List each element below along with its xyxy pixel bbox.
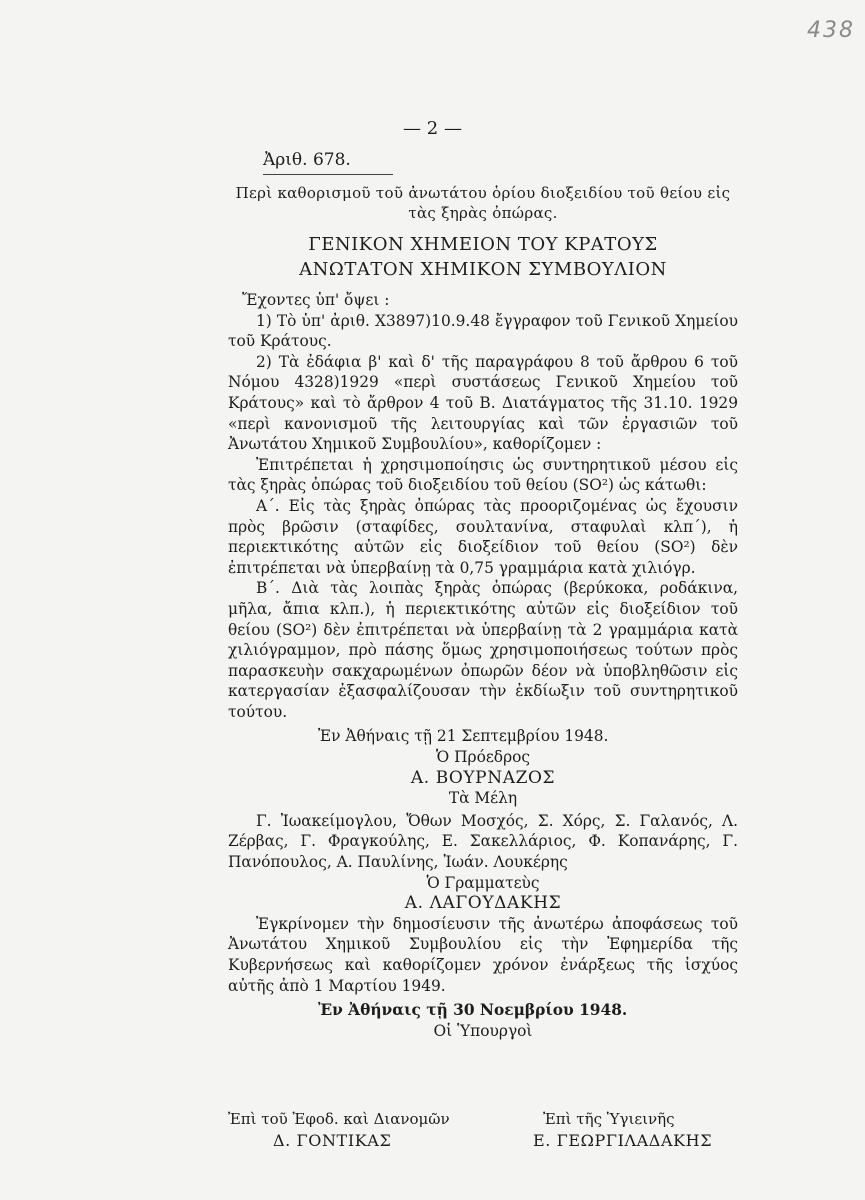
signature-left-title: Ἐπὶ τοῦ Ἐφοδ. καὶ Διανομῶν	[228, 1110, 450, 1128]
document-heading	[228, 232, 738, 282]
members-list: Γ. Ἰωακείμογλου, Ὄθων Μοσχός, Σ. Χόρς, Σ. Γαλανός, Λ. Ζέρβας, Γ. Φραγκούλης, Ε. Σακελλάριος, Φ. Κοπανάρης, Γ. Πανόπουλος, Α. Παυλίνης, Ἰωάν. Λουκέρης	[228, 811, 738, 872]
handwritten-page-number: 438	[807, 18, 855, 43]
considering-item-1: 1) Τὸ ὑπ' ἀριθ. Χ3897)10.9.48 ἔγγραφον τοῦ Γενικοῦ Χημείου τοῦ Κράτους.	[228, 311, 738, 351]
decision-date: Ἐν Ἀθήναις τῇ 21 Σεπτεμβρίου 1948.	[318, 727, 609, 746]
signature-left	[228, 1108, 450, 1152]
decision-number	[263, 150, 393, 175]
president-name: Α. ΒΟΥΡΝΑΖΟΣ	[410, 767, 556, 788]
members-title: Τὰ Μέλη	[448, 789, 518, 808]
permission-paragraph: Ἐπιτρέπεται ἡ χρησιμοποίησις ὡς συντηρητικοῦ μέσου εἰς τὰς ξηρὰς ὀπώρας τοῦ διοξειδίου τοῦ θείου (SO²) ὡς κάτωθι:	[228, 455, 738, 495]
decision-number-text: Ἀριθ. 678.	[263, 150, 351, 170]
intro-line: Ἔχοντες ὑπ' ὄψει :	[242, 291, 390, 309]
signature-left-name: Δ. ΓΟΝΤΙΚΑΣ	[273, 1131, 392, 1150]
approval-date: Ἐν Ἀθήναις τῇ 30 Νοεμβρίου 1948.	[318, 1001, 628, 1020]
clause-b: Β΄. Διὰ τὰς λοιπὰς ξηρὰς ὀπώρας (βερύκοκα, ροδάκινα, μῆλα, ἄπια κλπ.), ἡ περιεκτικότης αὐτῶν εἰς διοξείδιον τοῦ θείου (SO²) δὲν ἐπιτρέπεται νὰ ὑπερβαίνῃ τὰ 2 γραμμάρια κατὰ χιλιόγραμμον, πρὸ πάσης ὅμως χρησιμοποιήσεως τούτων πρὸς παρασκευὴν σακχαρωμένων ὀπωρῶν δέον νὰ ὑποβληθῶσιν εἰς κατεργασίαν ἐξασφαλίζουσαν τὴν ἐκδίωξιν τοῦ συντηρητικοῦ τούτου.	[228, 579, 738, 721]
signature-right	[533, 1108, 712, 1152]
heading-line-2: ΑΝΩΤΑΤΟΝ ΧΗΜΙΚΟΝ ΣΥΜΒΟΥΛΙΟΝ	[299, 259, 667, 280]
page-number: — 2 —	[403, 118, 462, 139]
underline-rule	[263, 174, 393, 175]
secretary-title: Ὁ Γραμματεὺς	[426, 873, 540, 892]
president-title: Ὁ Πρόεδρος	[435, 748, 531, 767]
document-body	[228, 290, 738, 1041]
clause-a: Α΄. Εἰς τὰς ξηρὰς ὀπώρας τὰς προοριζομένας ὡς ἔχουσιν πρὸς βρῶσιν (σταφίδες, σουλτανίνα, σταφυλαὶ κλπ΄), ἡ περιεκτικότης αὐτῶν εἰς διοξείδιον τοῦ θείου (SO²) δὲν ἐπιτρέπεται νὰ ὑπερβαίνῃ τὰ 0,75 γραμμάρια κατὰ χιλιόγρ.	[228, 496, 738, 577]
approval-paragraph: Ἐγκρίνομεν τὴν δημοσίευσιν τῆς ἀνωτέρω ἀποφάσεως τοῦ Ἀνωτάτου Χημικοῦ Συμβουλίου εἰς τὴν Ἐφημερίδα τῆς Κυβερνήσεως καὶ καθορίζομεν χρόνον ἐνάρξεως τῆς ἰσχύος αὐτῆς ἀπὸ 1 Μαρτίου 1949.	[228, 914, 738, 995]
signature-right-name: Ε. ΓΕΩΡΓΙΛΑΔΑΚΗΣ	[533, 1131, 713, 1150]
ministers-title: Οἱ Ὑπουργοὶ	[433, 1021, 533, 1040]
subject-line: Περὶ καθορισμοῦ τοῦ ἀνωτάτου ὁρίου διοξειδίου τοῦ θείου εἰς τὰς ξηρὰς ὀπώρας.	[235, 184, 731, 222]
signature-right-title: Ἐπὶ τῆς Ὑγιεινῆς	[543, 1110, 675, 1128]
secretary-name: Α. ΛΑΓΟΥΔΑΚΗΣ	[404, 893, 562, 914]
considering-item-2: 2) Τὰ ἐδάφια β' καὶ δ' τῆς παραγράφου 8 τοῦ ἄρθρου 6 τοῦ Νόμου 4328)1929 «περὶ συστάσεως Γενικοῦ Χημείου τοῦ Κράτους» καὶ τὸ ἄρθρον 4 τοῦ Β. Διατάγματος τῆς 31.10. 1929 «περὶ κανονισμοῦ τῆς λειτουργίας καὶ τῶν ἐργασιῶν τοῦ Ἀνωτάτου Χημικοῦ Συμβουλίου», καθορίζομεν :	[228, 352, 738, 454]
heading-line-1: ΓΕΝΙΚΟΝ ΧΗΜΕΙΟΝ ΤΟΥ ΚΡΑΤΟΥΣ	[308, 234, 658, 255]
